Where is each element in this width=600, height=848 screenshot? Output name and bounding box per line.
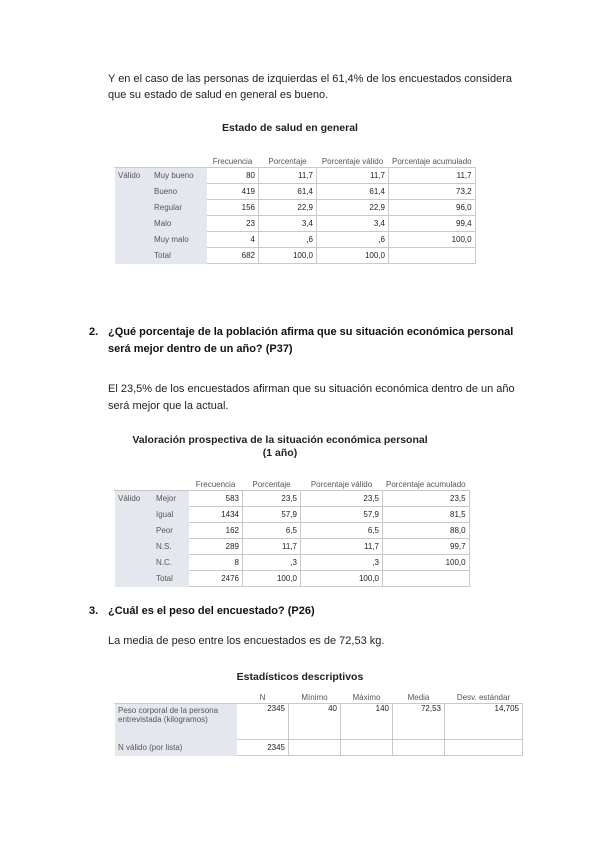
question-3-line-1: ¿Cuál es el peso del encuestado? (P26) bbox=[108, 605, 315, 617]
question-2 bbox=[89, 324, 514, 340]
row-label: Regular bbox=[151, 200, 207, 216]
cell-frequency: 2476 bbox=[189, 571, 243, 587]
cell-frequency: 583 bbox=[189, 491, 243, 507]
cell-percent: 3,4 bbox=[259, 216, 317, 232]
cell-percent: 11,7 bbox=[259, 168, 317, 184]
economic-outlook-table bbox=[114, 462, 470, 587]
row-label: Total bbox=[151, 248, 207, 264]
question-2-line-2: será mejor dentro de un año? (P37) bbox=[108, 343, 293, 355]
cell-cumulative-percent: 81,5 bbox=[383, 507, 470, 523]
cell-n: 2345 bbox=[237, 740, 289, 756]
col-header-cumulative-percent: Porcentaje acumulado bbox=[383, 463, 470, 491]
descriptive-stats-table bbox=[114, 686, 523, 756]
cell-sd: 14,705 bbox=[445, 704, 523, 740]
cell-cumulative-percent bbox=[383, 571, 470, 587]
row-label: Malo bbox=[151, 216, 207, 232]
cell-frequency: 162 bbox=[189, 523, 243, 539]
cell-valid-percent: ,3 bbox=[301, 555, 383, 571]
cell-valid-percent: 11,7 bbox=[317, 168, 389, 184]
col-header-sd: Desv. estándar bbox=[445, 687, 523, 704]
table-row bbox=[115, 523, 470, 539]
cell-percent: ,6 bbox=[259, 232, 317, 248]
cell-valid-percent: ,6 bbox=[317, 232, 389, 248]
cell-cumulative-percent: 23,5 bbox=[383, 491, 470, 507]
intro-line-1: Y en el caso de las personas de izquierdas el 61,4% de los encuestados considera bbox=[108, 73, 513, 85]
col-header-percent: Porcentaje bbox=[243, 463, 301, 491]
cell-frequency: 4 bbox=[207, 232, 259, 248]
table-row bbox=[115, 539, 470, 555]
cell-frequency: 156 bbox=[207, 200, 259, 216]
cell-max bbox=[341, 740, 393, 756]
cell-frequency: 289 bbox=[189, 539, 243, 555]
cell-mean: 72,53 bbox=[393, 704, 445, 740]
cell-valid-percent: 23,5 bbox=[301, 491, 383, 507]
table-row bbox=[115, 200, 476, 216]
header-empty bbox=[115, 687, 237, 704]
row-label: Bueno bbox=[151, 184, 207, 200]
cell-mean bbox=[393, 740, 445, 756]
cell-valid-percent: 6,5 bbox=[301, 523, 383, 539]
question-3 bbox=[89, 603, 315, 619]
cell-frequency: 80 bbox=[207, 168, 259, 184]
cell-percent: 6,5 bbox=[243, 523, 301, 539]
cell-cumulative-percent: 88,0 bbox=[383, 523, 470, 539]
table3-title: Estadísticos descriptivos bbox=[236, 671, 364, 683]
row-label: N.C. bbox=[153, 555, 189, 571]
col-header-n: N bbox=[237, 687, 289, 704]
cell-cumulative-percent: 73,2 bbox=[389, 184, 476, 200]
cell-valid-percent: 100,0 bbox=[317, 248, 389, 264]
cell-percent: 100,0 bbox=[243, 571, 301, 587]
table2-title-line-2: (1 año) bbox=[262, 447, 298, 459]
header-empty bbox=[153, 463, 189, 491]
col-header-mean: Media bbox=[393, 687, 445, 704]
row-label: Muy bueno bbox=[151, 168, 207, 184]
cell-frequency: 8 bbox=[189, 555, 243, 571]
table2-title bbox=[100, 434, 460, 460]
cell-cumulative-percent: 99,7 bbox=[383, 539, 470, 555]
question-2-line-1: ¿Qué porcentaje de la población afirma que su situación económica personal bbox=[108, 326, 514, 338]
cell-valid-percent: 61,4 bbox=[317, 184, 389, 200]
cell-percent: ,3 bbox=[243, 555, 301, 571]
health-status-table bbox=[114, 139, 476, 264]
table2-title-line-1: Valoración prospectiva de la situación económica personal bbox=[132, 434, 428, 446]
header-empty bbox=[115, 463, 153, 491]
cell-cumulative-percent: 100,0 bbox=[383, 555, 470, 571]
cell-percent: 100,0 bbox=[259, 248, 317, 264]
col-header-max: Máximo bbox=[341, 687, 393, 704]
table-row-total bbox=[115, 248, 476, 264]
row-label: Mejor bbox=[153, 491, 189, 507]
col-header-frequency: Frecuencia bbox=[207, 140, 259, 168]
cell-valid-percent: 57,9 bbox=[301, 507, 383, 523]
cell-cumulative-percent: 96,0 bbox=[389, 200, 476, 216]
row-label: Igual bbox=[153, 507, 189, 523]
cell-n: 2345 bbox=[237, 704, 289, 740]
col-header-percent: Porcentaje bbox=[259, 140, 317, 168]
row-label: Peso corporal de la persona entrevistada (kilogramos) bbox=[115, 704, 237, 740]
table-row bbox=[115, 168, 476, 184]
cell-min: 40 bbox=[289, 704, 341, 740]
answer-2-line-1: El 23,5% de los encuestados afirman que su situación económica dentro de un año bbox=[108, 383, 515, 395]
cell-percent: 61,4 bbox=[259, 184, 317, 200]
cell-frequency: 23 bbox=[207, 216, 259, 232]
col-header-cumulative-percent: Porcentaje acumulado bbox=[389, 140, 476, 168]
col-header-valid-percent: Porcentaje válido bbox=[317, 140, 389, 168]
question-number: 2. bbox=[89, 326, 99, 338]
table-row bbox=[115, 184, 476, 200]
col-header-frequency: Frecuencia bbox=[189, 463, 243, 491]
table-row bbox=[115, 704, 523, 740]
cell-cumulative-percent bbox=[389, 248, 476, 264]
cell-cumulative-percent: 100,0 bbox=[389, 232, 476, 248]
cell-max: 140 bbox=[341, 704, 393, 740]
cell-valid-percent: 11,7 bbox=[301, 539, 383, 555]
cell-frequency: 419 bbox=[207, 184, 259, 200]
row-label: Peor bbox=[153, 523, 189, 539]
cell-frequency: 682 bbox=[207, 248, 259, 264]
header-empty bbox=[115, 140, 151, 168]
cell-percent: 22,9 bbox=[259, 200, 317, 216]
group-label: Válido bbox=[115, 491, 153, 507]
col-header-min: Mínimo bbox=[289, 687, 341, 704]
table-row bbox=[115, 555, 470, 571]
col-header-valid-percent: Porcentaje válido bbox=[301, 463, 383, 491]
cell-percent: 23,5 bbox=[243, 491, 301, 507]
cell-percent: 11,7 bbox=[243, 539, 301, 555]
table-row bbox=[115, 232, 476, 248]
cell-sd bbox=[445, 740, 523, 756]
cell-min bbox=[289, 740, 341, 756]
cell-frequency: 1434 bbox=[189, 507, 243, 523]
group-label: Válido bbox=[115, 168, 151, 184]
question-number: 3. bbox=[89, 605, 99, 617]
cell-valid-percent: 3,4 bbox=[317, 216, 389, 232]
intro-line-2: que su estado de salud en general es bueno. bbox=[108, 89, 329, 101]
row-label: N válido (por lista) bbox=[115, 740, 237, 756]
table-row bbox=[115, 740, 523, 756]
row-label: Total bbox=[153, 571, 189, 587]
header-empty bbox=[151, 140, 207, 168]
cell-valid-percent: 100,0 bbox=[301, 571, 383, 587]
table-row-total bbox=[115, 571, 470, 587]
row-label: Muy malo bbox=[151, 232, 207, 248]
table-row bbox=[115, 216, 476, 232]
cell-cumulative-percent: 99,4 bbox=[389, 216, 476, 232]
table-row bbox=[115, 507, 470, 523]
cell-percent: 57,9 bbox=[243, 507, 301, 523]
row-label: N.S. bbox=[153, 539, 189, 555]
cell-valid-percent: 22,9 bbox=[317, 200, 389, 216]
table1-title: Estado de salud en general bbox=[222, 122, 358, 134]
answer-3-line-1: La media de peso entre los encuestados es de 72,53 kg. bbox=[108, 635, 385, 647]
answer-2-line-2: será mejor que la actual. bbox=[108, 400, 229, 412]
cell-cumulative-percent: 11,7 bbox=[389, 168, 476, 184]
table-row bbox=[115, 491, 470, 507]
